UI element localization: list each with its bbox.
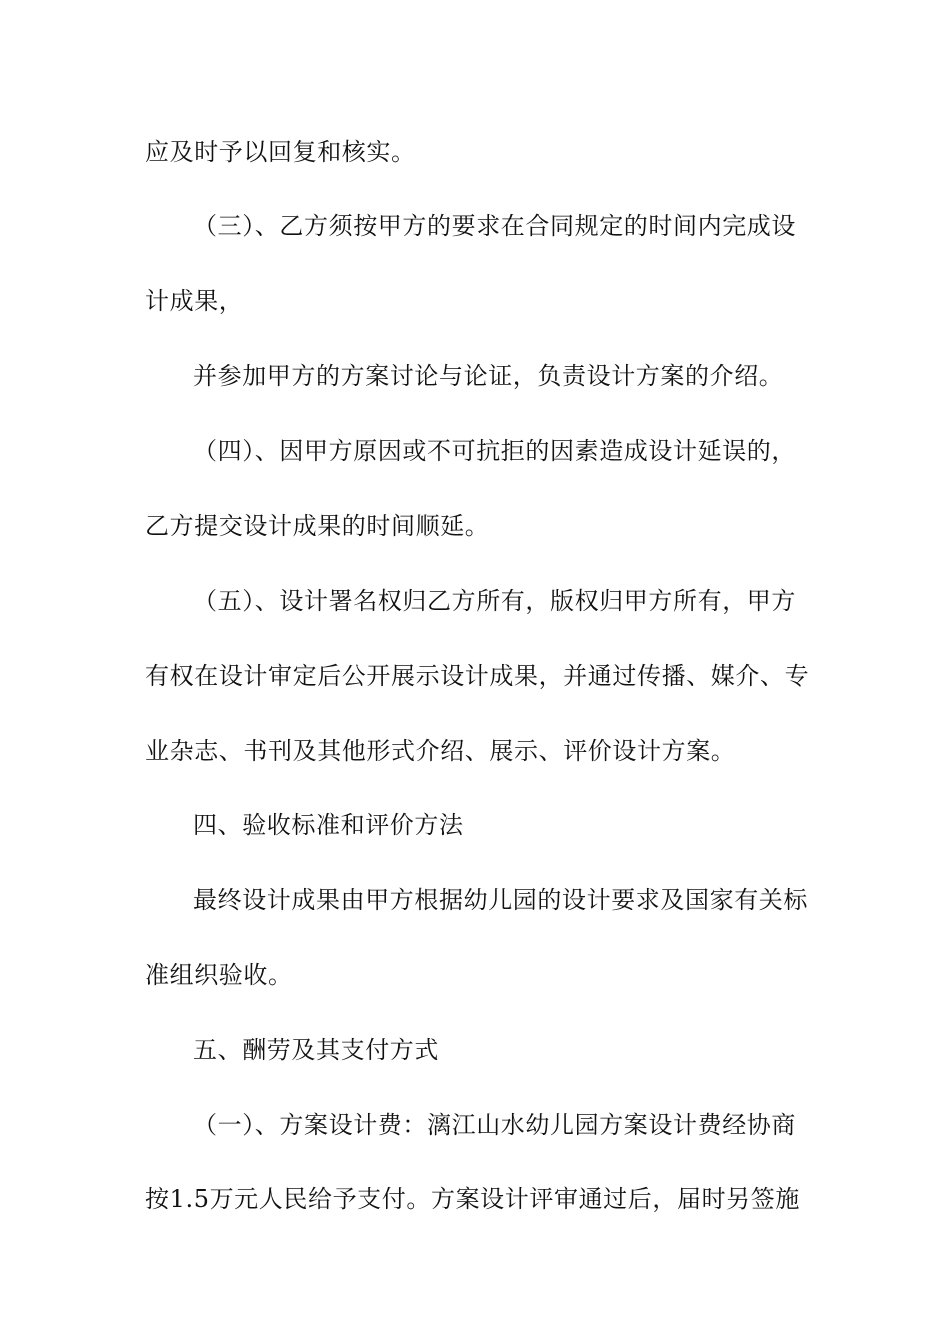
text-line: 计成果， [145,287,244,315]
text-line: 有权在设计审定后公开展示设计成果，并通过传播、媒介、专 [145,662,810,690]
text-line: 并参加甲方的方案讨论与论证，负责设计方案的介绍。 [193,362,784,390]
text-line: （一）、方案设计费：漓江山水幼儿园方案设计费经协商 [193,1111,796,1139]
text-line: 应及时予以回复和核实。 [145,138,416,166]
text-line: 乙方提交设计成果的时间顺延。 [145,512,490,540]
text-line: （四）、因甲方原因或不可抗拒的因素造成设计延误的， [193,437,796,465]
text-line: （三）、乙方须按甲方的要求在合同规定的时间内完成设 [193,212,796,240]
text-line: 准组织验收。 [145,961,293,989]
text-line: 最终设计成果由甲方根据幼儿园的设计要求及国家有关标 [193,886,808,914]
text-line: （五）、设计署名权归乙方所有，版权归甲方所有，甲方 [193,587,796,615]
section-heading: 四、验收标准和评价方法 [193,811,464,839]
text-line: 按1.5万元人民给予支付。方案设计评审通过后，届时另签施 [145,1185,800,1213]
section-heading: 五、酬劳及其支付方式 [193,1036,439,1064]
text-line: 业杂志、书刊及其他形式介绍、展示、评价设计方案。 [145,737,736,765]
